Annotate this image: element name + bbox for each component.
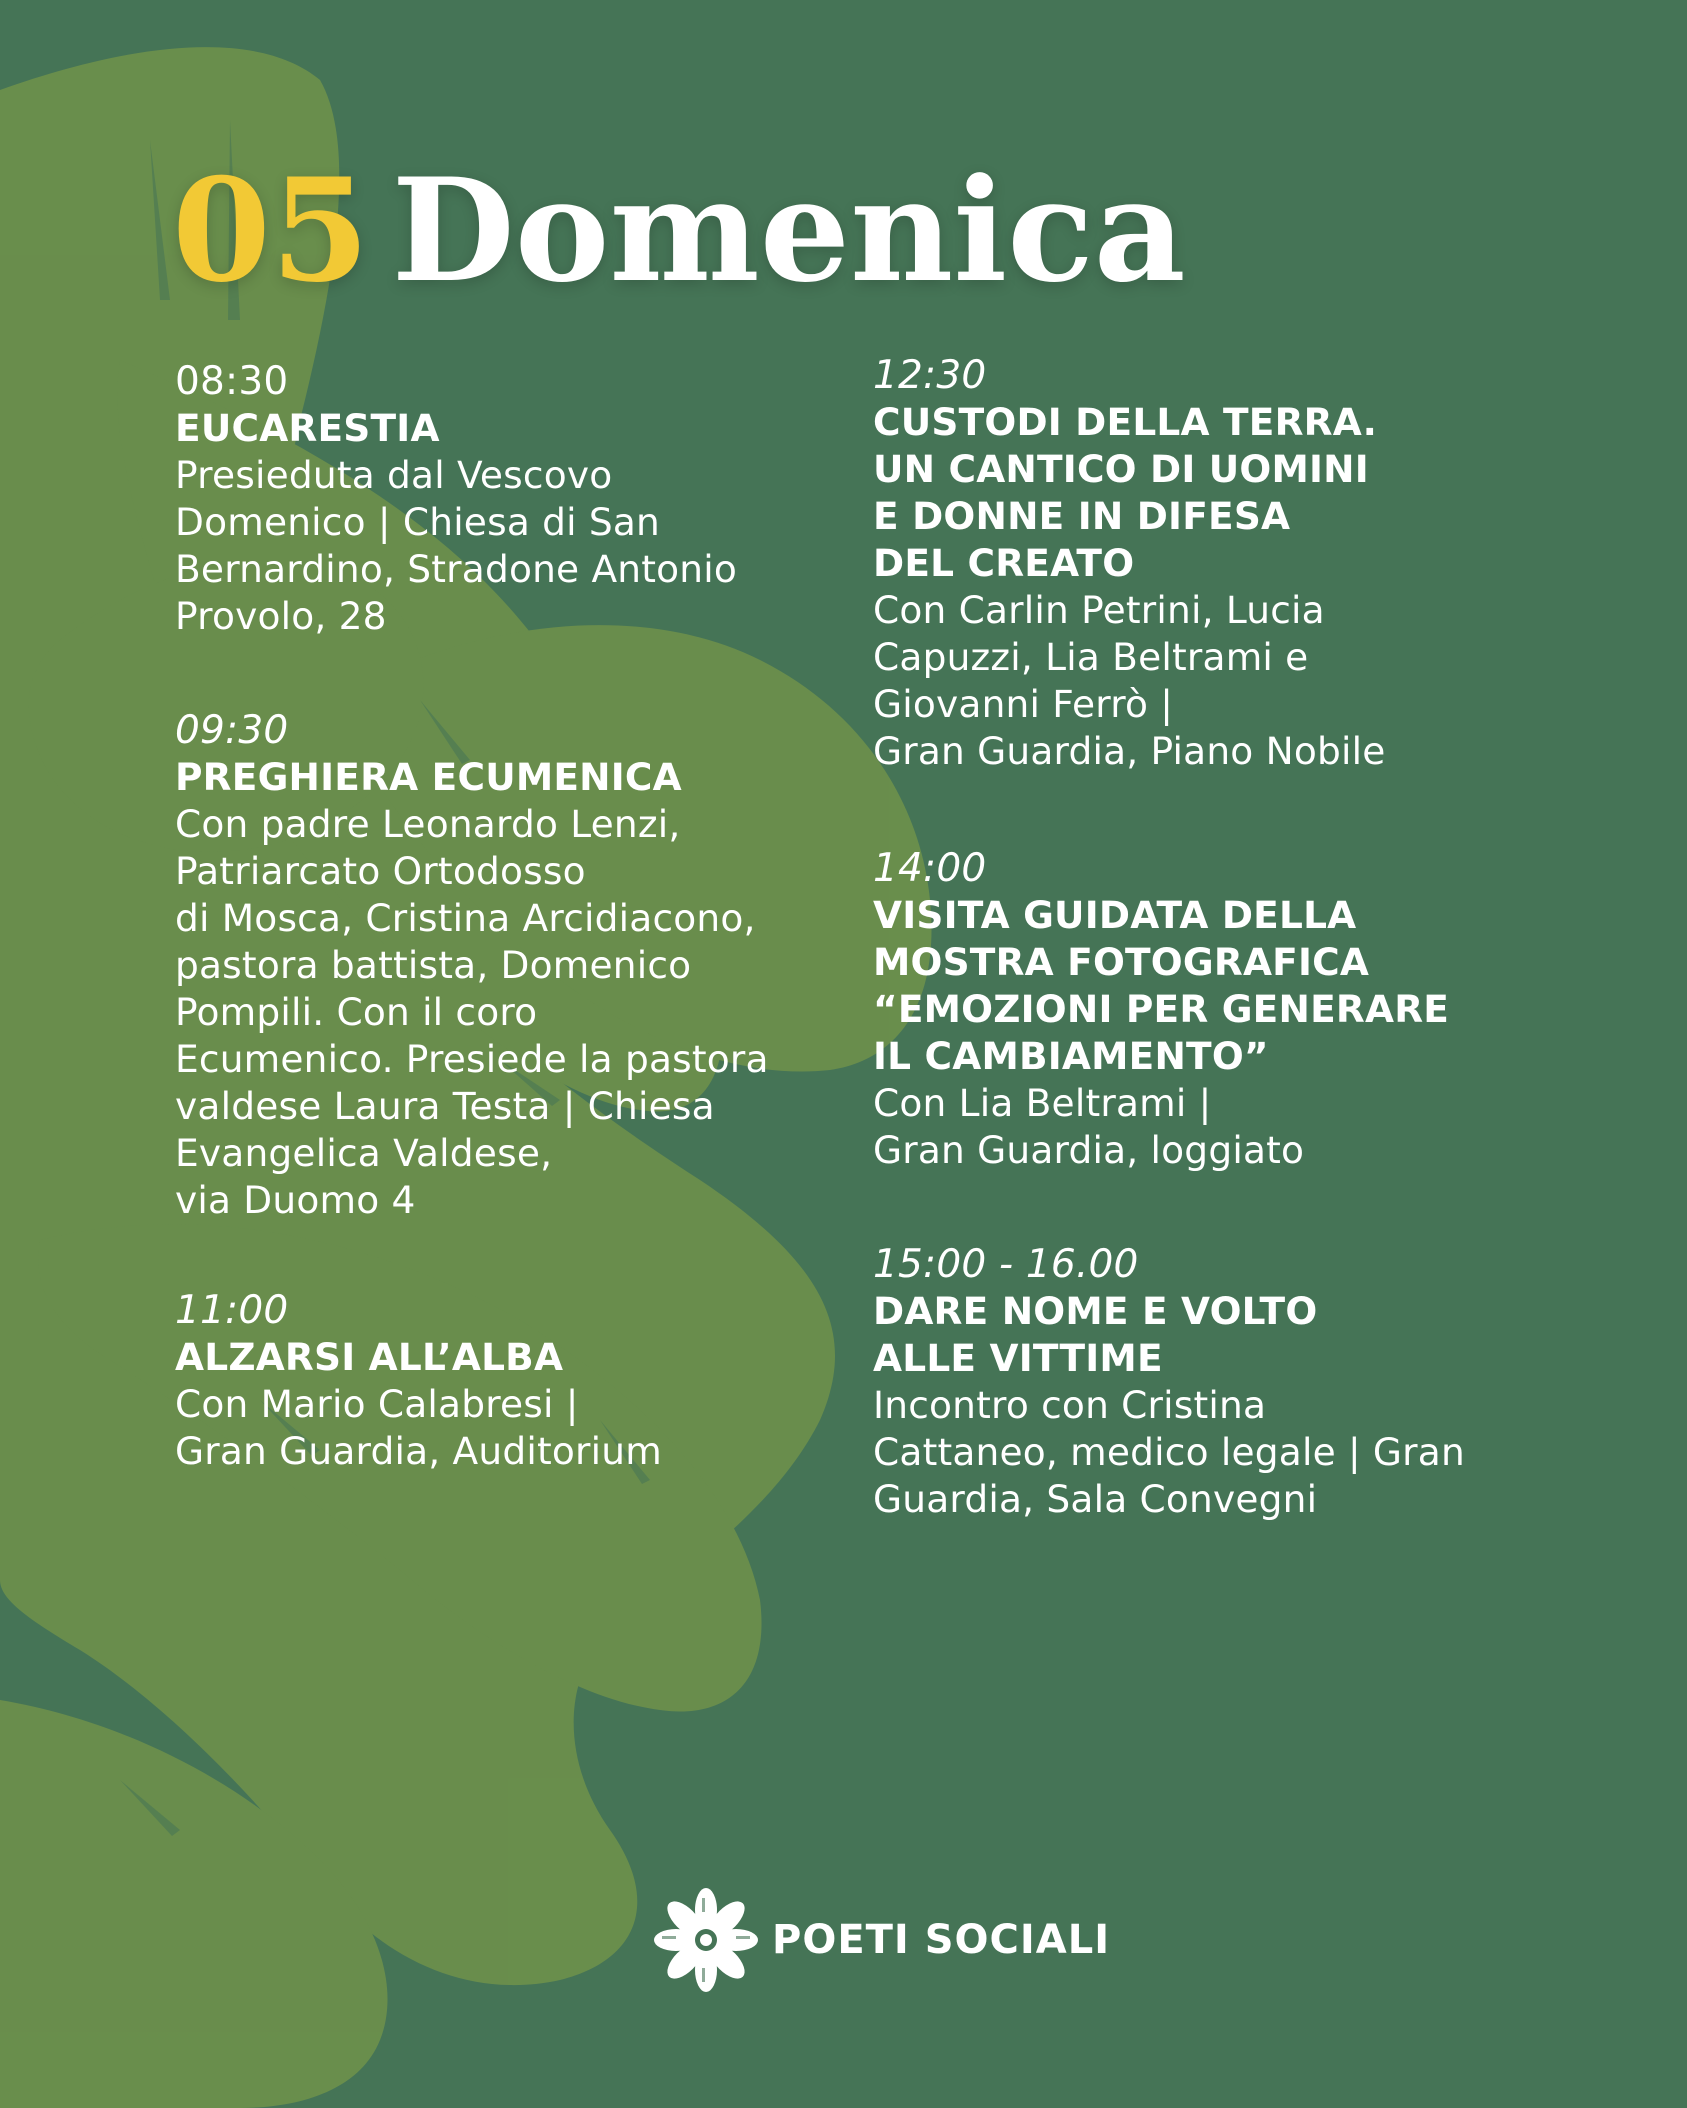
event-title-line: DEL CREATO <box>873 541 1135 585</box>
event-description-line: Guardia, Sala Convegni <box>873 1477 1318 1521</box>
event-description <box>873 1382 1573 1523</box>
event-alzarsi-all-alba <box>175 1287 845 1475</box>
event-description-line: Giovanni Ferrò | <box>873 682 1174 726</box>
right-schedule-column <box>873 352 1573 1523</box>
event-title <box>873 1288 1573 1382</box>
event-description-line: di Mosca, Cristina Arcidiacono, <box>175 896 756 940</box>
event-time: 14:00 <box>873 846 987 891</box>
event-dare-nome-e-volto <box>873 1241 1573 1523</box>
event-description-line: Bernardino, Stradone Antonio <box>175 547 738 591</box>
event-description-line: Ecumenico. Presiede la pastora <box>175 1037 769 1081</box>
event-description-line: Con Mario Calabresi | <box>175 1382 579 1426</box>
event-description-line: pastora battista, Domenico <box>175 943 692 987</box>
event-title-line: DARE NOME E VOLTO <box>873 1289 1318 1333</box>
event-title-line: IL CAMBIAMENTO” <box>873 1034 1269 1078</box>
day-name: Domenica <box>391 148 1186 314</box>
event-title-line: “EMOZIONI PER GENERARE <box>873 987 1450 1031</box>
event-description-line: Con Lia Beltrami | <box>873 1081 1212 1125</box>
event-description-line: Con padre Leonardo Lenzi, <box>175 802 681 846</box>
event-description-line: Gran Guardia, Piano Nobile <box>873 729 1386 773</box>
event-time: 08:30 <box>175 359 289 404</box>
event-title <box>175 754 845 801</box>
event-title-line: E DONNE IN DIFESA <box>873 494 1291 538</box>
event-preghiera-ecumenica <box>175 707 845 1224</box>
event-time: 09:30 <box>175 708 289 753</box>
event-title <box>873 892 1573 1080</box>
event-description-line: Gran Guardia, loggiato <box>873 1128 1305 1172</box>
day-number: 05 <box>172 148 370 314</box>
brand-name: POETI SOCIALI <box>772 1917 1111 1963</box>
flower-icon <box>650 1884 762 1996</box>
event-description-line: via Duomo 4 <box>175 1178 416 1222</box>
event-title <box>175 405 845 452</box>
event-time: 15:00 - 16.00 <box>873 1242 1139 1287</box>
event-custodi-della-terra <box>873 352 1573 775</box>
event-description-line: Incontro con Cristina <box>873 1383 1267 1427</box>
event-description <box>873 587 1573 775</box>
event-title <box>175 1334 845 1381</box>
event-description-line: Capuzzi, Lia Beltrami e <box>873 635 1309 679</box>
event-title-line: UN CANTICO DI UOMINI <box>873 447 1369 491</box>
event-title-line: CUSTODI DELLA TERRA. <box>873 400 1378 444</box>
event-title-line: PREGHIERA ECUMENICA <box>175 755 682 799</box>
event-description-line: Evangelica Valdese, <box>175 1131 553 1175</box>
event-description-line: Provolo, 28 <box>175 594 387 638</box>
event-time: 12:30 <box>873 353 987 398</box>
event-time: 11:00 <box>175 1288 289 1333</box>
event-description-line: Patriarcato Ortodosso <box>175 849 586 893</box>
footer-logo <box>650 1884 1110 1996</box>
event-description <box>175 1381 845 1475</box>
page-title <box>172 148 1186 314</box>
event-description-line: Pompili. Con il coro <box>175 990 538 1034</box>
event-title-line: MOSTRA FOTOGRAFICA <box>873 940 1370 984</box>
event-visita-guidata <box>873 845 1573 1174</box>
event-description-line: Con Carlin Petrini, Lucia <box>873 588 1325 632</box>
left-schedule-column <box>175 358 845 1475</box>
event-title-line: VISITA GUIDATA DELLA <box>873 893 1357 937</box>
event-title-line: EUCARESTIA <box>175 406 440 450</box>
event-title-line: ALZARSI ALL’ALBA <box>175 1335 564 1379</box>
event-eucarestia <box>175 358 845 640</box>
event-description-line: valdese Laura Testa | Chiesa <box>175 1084 715 1128</box>
event-description <box>175 452 845 640</box>
event-description <box>175 801 845 1224</box>
event-description-line: Presieduta dal Vescovo <box>175 453 613 497</box>
event-description-line: Domenico | Chiesa di San <box>175 500 661 544</box>
event-description-line: Gran Guardia, Auditorium <box>175 1429 662 1473</box>
event-description <box>873 1080 1573 1174</box>
event-description-line: Cattaneo, medico legale | Gran <box>873 1430 1465 1474</box>
event-title <box>873 399 1573 587</box>
event-title-line: ALLE VITTIME <box>873 1336 1163 1380</box>
